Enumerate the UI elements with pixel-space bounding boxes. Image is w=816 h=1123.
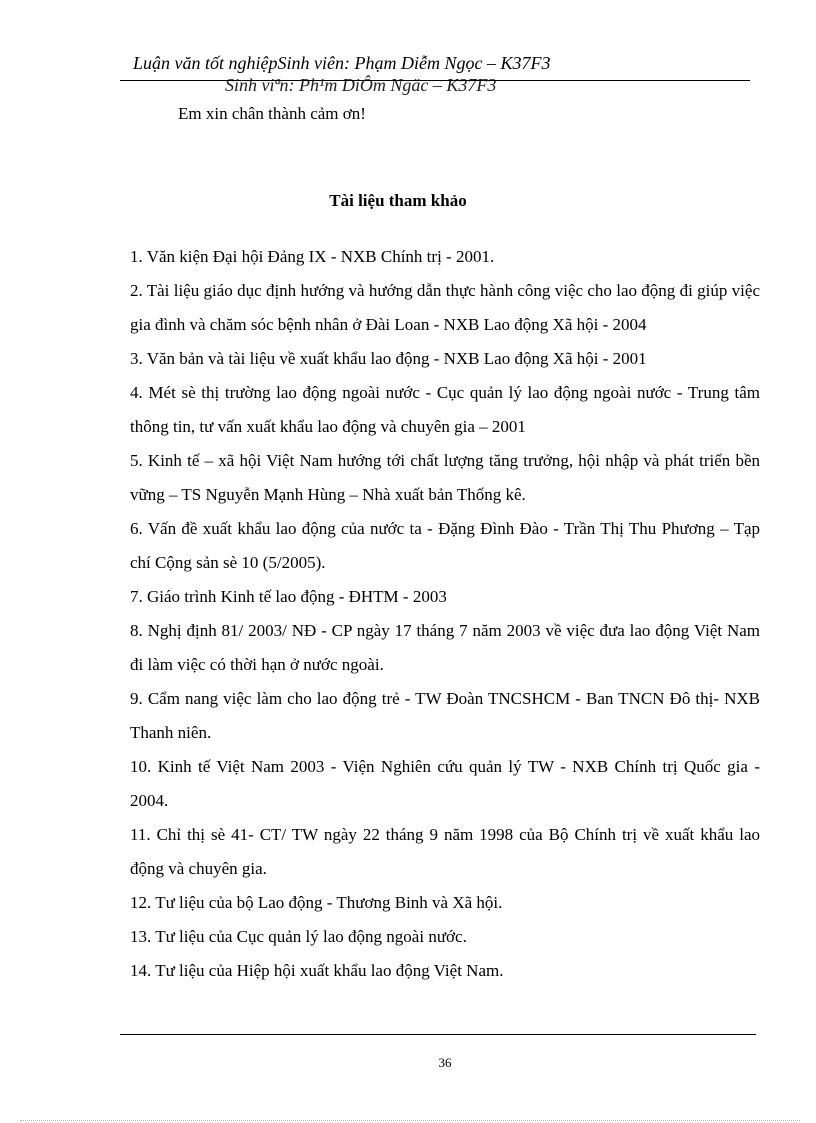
header-divider xyxy=(120,80,750,81)
reference-item: 12. Tư liệu của bộ Lao động - Thương Binh và Xã hội. xyxy=(130,893,503,912)
reference-item: 10. Kinh tế Việt Nam 2003 - Viện Nghiên cứu quản lý TW - NXB Chính trị Quốc gia - 2004. xyxy=(130,757,760,810)
reference-item: 13. Tư liệu của Cục quản lý lao động ngoài nước. xyxy=(130,927,467,946)
thanks-line: Em xin chân thành cảm ơn! xyxy=(178,104,366,123)
reference-item: 5. Kinh tế – xã hội Việt Nam hướng tới chất lượng tăng trưởng, hội nhập và phát triển bền vững – TS Nguyễn Mạnh Hùng – Nhà xuất bản Thống kê. xyxy=(130,451,760,504)
reference-item: 8. Nghị định 81/ 2003/ NĐ - CP ngày 17 tháng 7 năm 2003 về việc đưa lao động Việt Nam đi làm việc có thời hạn ở nước ngoài. xyxy=(130,621,760,674)
running-header: Luận văn tốt nghiệpSinh viên: Phạm Diễm Ngọc – K37F3 xyxy=(133,53,551,73)
reference-item: 2. Tài liệu giáo dục định hướng và hướng dẫn thực hành công việc cho lao động đi giúp việc gia đình và chăm sóc bệnh nhân ở Đài Loan - NXB Lao động Xã hội - 2004 xyxy=(130,281,760,334)
references-title: Tài liệu tham khảo xyxy=(329,191,467,210)
reference-item: 14. Tư liệu của Hiệp hội xuất khẩu lao động Việt Nam. xyxy=(130,961,504,980)
reference-item: 6. Vấn đề xuất khẩu lao động của nước ta - Đặng Đình Đào - Trần Thị Thu Phương – Tạp chí Cộng sản sè 10 (5/2005). xyxy=(130,519,760,572)
footer-divider xyxy=(120,1034,756,1035)
reference-item: 4. Mét sè thị trường lao động ngoài nước - Cục quản lý lao động ngoài nước - Trung tâm thông tin, tư vấn xuất khẩu lao động và chuyên gia – 2001 xyxy=(130,383,760,436)
reference-item: 3. Văn bản và tài liệu về xuất khẩu lao động - NXB Lao động Xã hội - 2001 xyxy=(130,349,647,368)
reference-item: 1. Văn kiện Đại hội Đảng IX - NXB Chính trị - 2001. xyxy=(130,247,495,266)
reference-item: 11. Chỉ thị sè 41- CT/ TW ngày 22 tháng 9 năm 1998 của Bộ Chính trị về xuất khẩu lao động và chuyên gia. xyxy=(130,825,760,878)
reference-item: 9. Cẩm nang việc làm cho lao động trẻ - TW Đoàn TNCSHCM - Ban TNCN Đô thị- NXB Thanh niên. xyxy=(130,689,760,742)
page-bottom-border xyxy=(20,1120,800,1121)
running-header-garbled: Sinh viªn: Ph¹m DiÔm Ngäc – K37F3 xyxy=(225,75,497,95)
reference-list xyxy=(130,240,760,988)
reference-item: 7. Giáo trình Kinh tế lao động - ĐHTM - 2003 xyxy=(130,587,447,606)
page-number: 36 xyxy=(438,1055,452,1070)
